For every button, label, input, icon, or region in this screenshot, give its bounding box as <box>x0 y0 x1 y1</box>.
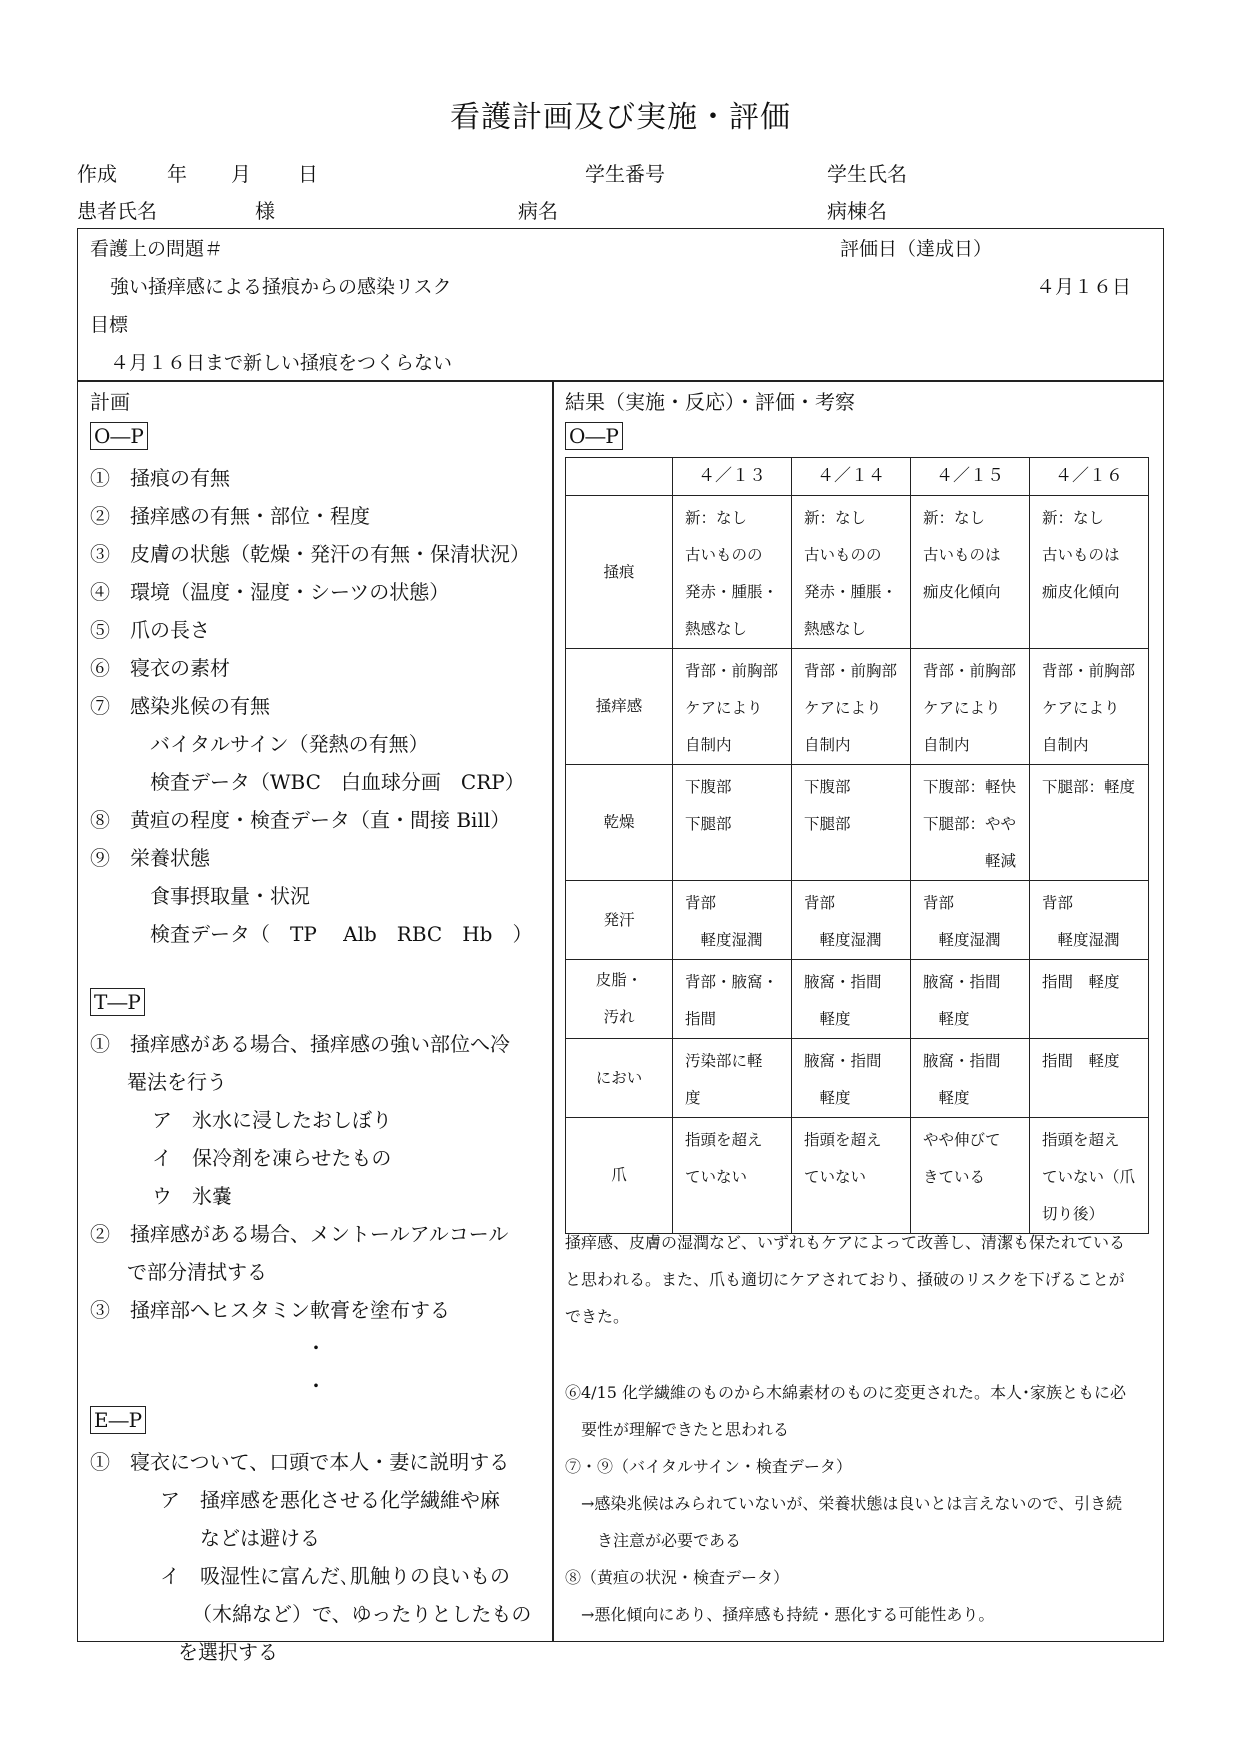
row-label: 発汗 <box>566 881 673 960</box>
note-line: →感染兆候はみられていないが、栄養状態は良いとは言えないので、引き続 <box>565 1494 1123 1513</box>
op-item: ⑤ 爪の長さ <box>90 618 210 642</box>
table-cell <box>1030 1118 1149 1234</box>
cell-text: 自制内 <box>923 736 970 754</box>
cell-text: 指間 軽度 <box>1042 973 1120 991</box>
ep-subitem: ア 掻痒感を悪化させる化学繊維や麻 <box>160 1488 500 1512</box>
ep-subitem-cont: （木綿など）で、ゆったりとしたもの <box>192 1602 532 1626</box>
cell-text: 下腹部 <box>804 778 851 796</box>
goal-text: ４月１６日まで新しい掻痕をつくらない <box>110 352 453 374</box>
eval-date-label: 評価日（達成日） <box>840 238 993 260</box>
table-cell <box>911 960 1030 1039</box>
cell-text: 背部 <box>804 894 836 912</box>
cell-text: 古いものの <box>804 546 882 564</box>
eval-date: ４月１６日 <box>1036 276 1132 298</box>
cell-text: 下腿部 <box>685 815 732 833</box>
cell-text: ていない <box>804 1168 867 1186</box>
year-label: 年 <box>167 162 187 186</box>
cell-text: 下腿部 <box>804 815 851 833</box>
op-subitem: 検査データ（ TP Alb RBC Hb ） <box>150 922 533 946</box>
table-cell <box>792 765 911 881</box>
cell-text: 背部・前胸部 <box>685 662 779 680</box>
cell-text: 自制内 <box>804 736 851 754</box>
cell-text: 自制内 <box>1042 736 1089 754</box>
table-cell <box>911 881 1030 960</box>
summary-line: と思われる。また、爪も適切にケアされており、掻破のリスクを下げることが <box>565 1270 1125 1289</box>
table-cell <box>1030 496 1149 649</box>
problem-text: 強い掻痒感による掻痕からの感染リスク <box>110 276 452 298</box>
table-cell <box>792 1118 911 1234</box>
table-cell <box>911 1039 1030 1118</box>
ward-label: 病棟名 <box>827 199 887 223</box>
date-header: ４／１３ <box>673 458 792 496</box>
result-heading: 結果（実施・反応）・評価・考察 <box>565 390 855 414</box>
cell-text: ていない <box>685 1168 748 1186</box>
op-item: ④ 環境（温度・湿度・シーツの状態） <box>90 580 450 604</box>
ep-subitem-cont: などは避ける <box>200 1526 320 1550</box>
result-summary <box>565 1224 1125 1335</box>
cell-text: ケアにより <box>685 699 763 717</box>
table-row <box>566 765 1149 881</box>
row-label: 皮脂・ 汚れ <box>566 960 673 1039</box>
table-cell <box>792 881 911 960</box>
problem-label: 看護上の問題＃ <box>90 238 224 260</box>
op-subitem: バイタルサイン（発熱の有無） <box>150 732 429 756</box>
cell-text: 下腹部 <box>685 778 732 796</box>
student-name-label: 学生氏名 <box>827 162 907 186</box>
cell-text: 発赤・腫脹・ <box>804 583 898 601</box>
table-cell <box>792 1039 911 1118</box>
tp-label: T―P <box>90 988 145 1016</box>
cell-text: 軽度 <box>923 1089 970 1107</box>
cell-text: 軽度湿潤 <box>685 931 763 949</box>
table-cell <box>911 1118 1030 1234</box>
cell-text: やや伸びて <box>923 1131 1001 1149</box>
cell-text: きている <box>923 1168 986 1186</box>
tp-item: ① 掻痒感がある場合、掻痒感の強い部位へ冷 <box>90 1032 510 1056</box>
note-line: 要性が理解できたと思われる <box>565 1420 790 1439</box>
page-title: 看護計画及び実施・評価 <box>450 100 791 135</box>
ellipsis-dot: ・ <box>306 1336 326 1360</box>
table-cell <box>792 960 911 1039</box>
cell-text: 下腹部：軽快 <box>923 778 1017 796</box>
op-item: ② 掻痒感の有無・部位・程度 <box>90 504 370 528</box>
table-row <box>566 496 1149 649</box>
student-number-label: 学生番号 <box>585 162 665 186</box>
cell-text: ケアにより <box>923 699 1001 717</box>
table-cell <box>1030 960 1149 1039</box>
created-label: 作成 <box>77 162 117 186</box>
cell-text: 背部・腋窩・ <box>685 973 779 991</box>
cell-text: 軽度湿潤 <box>1042 931 1120 949</box>
cell-text: 腋窩・指間 <box>804 1052 882 1070</box>
ep-item: ① 寝衣について、口頭で本人・妻に説明する <box>90 1450 510 1474</box>
op-item: ⑧ 黄疸の程度・検査データ（直・間接 Bill） <box>90 808 511 832</box>
tp-subitem: ウ 氷嚢 <box>152 1184 232 1208</box>
cell-text: 切り後） <box>1042 1205 1105 1223</box>
cell-text: 自制内 <box>685 736 732 754</box>
cell-text: 新：なし <box>804 509 867 527</box>
op-item: ① 掻痕の有無 <box>90 466 230 490</box>
cell-text: 背部・前胸部 <box>923 662 1017 680</box>
section-divider <box>77 380 1164 382</box>
row-label: 乾燥 <box>566 765 673 881</box>
table-row <box>566 649 1149 765</box>
cell-text: 軽減 <box>923 852 1017 870</box>
cell-text: 汚染部に軽 <box>685 1052 763 1070</box>
op-item: ③ 皮膚の状態（乾燥・発汗の有無・保清状況） <box>90 542 530 566</box>
cell-text: 発赤・腫脹・ <box>685 583 779 601</box>
cell-text: ていない（爪 <box>1042 1168 1136 1186</box>
cell-text: 背部 <box>923 894 955 912</box>
table-cell <box>673 1118 792 1234</box>
cell-text: 熱感なし <box>685 620 748 638</box>
cell-text: 軽度 <box>804 1089 851 1107</box>
cell-text: 軽度 <box>804 1010 851 1028</box>
summary-line: できた。 <box>565 1307 630 1326</box>
cell-text: 腋窩・指間 <box>923 973 1001 991</box>
cell-text: 腋窩・指間 <box>923 1052 1001 1070</box>
row-label: 爪 <box>566 1118 673 1234</box>
table-cell <box>673 765 792 881</box>
cell-text: 古いものは <box>923 546 1001 564</box>
row-label: 掻痕 <box>566 496 673 649</box>
cell-text: 痂皮化傾向 <box>1042 583 1120 601</box>
op-label: O―P <box>90 422 148 450</box>
cell-text: ケアにより <box>804 699 882 717</box>
note-line: ⑦・⑨（バイタルサイン・検査データ） <box>565 1457 852 1476</box>
ep-subitem-cont: を選択する <box>178 1640 278 1664</box>
table-header-row <box>566 458 1149 496</box>
table-cell <box>911 649 1030 765</box>
goal-label: 目標 <box>90 314 129 336</box>
ep-label: E―P <box>90 1406 146 1434</box>
table-cell <box>911 496 1030 649</box>
tp-item: ③ 掻痒部へヒスタミン軟膏を塗布する <box>90 1298 450 1322</box>
row-label: におい <box>566 1039 673 1118</box>
cell-text: 指頭を超え <box>1042 1131 1120 1149</box>
op-item: ⑨ 栄養状態 <box>90 846 210 870</box>
cell-text: 軽度 <box>923 1010 970 1028</box>
row-label: 掻痒感 <box>566 649 673 765</box>
note-line: →悪化傾向にあり、掻痒感も持続・悪化する可能性あり。 <box>565 1605 995 1624</box>
note-line: ⑥4/15 化学繊維のものから木綿素材のものに変更された。本人･家族ともに必 <box>565 1383 1127 1402</box>
note-line: ⑧（黄疸の状況・検査データ） <box>565 1568 790 1587</box>
op-subitem: 検査データ（WBC 白血球分画 CRP） <box>150 770 525 794</box>
table-row <box>566 1039 1149 1118</box>
table-cell <box>792 649 911 765</box>
table-cell <box>673 960 792 1039</box>
cell-text: 指頭を超え <box>804 1131 882 1149</box>
summary-line: 掻痒感、皮膚の湿潤など、いずれもケアによって改善し、清潔も保たれている <box>565 1233 1126 1252</box>
cell-text: 下腿部：やや <box>923 815 1017 833</box>
ep-subitem: イ 吸湿性に富んだ､肌触りの良いもの <box>160 1564 510 1588</box>
cell-text: 背部 <box>685 894 717 912</box>
table-cell <box>673 1039 792 1118</box>
result-notes <box>565 1374 1126 1633</box>
table-cell <box>1030 649 1149 765</box>
table-cell <box>1030 1039 1149 1118</box>
cell-text: 軽度湿潤 <box>923 931 1001 949</box>
cell-text: 熱感なし <box>804 620 867 638</box>
cell-text: ケアにより <box>1042 699 1120 717</box>
table-cell <box>911 765 1030 881</box>
tp-item-cont: で部分清拭する <box>127 1260 267 1284</box>
op-item: ⑥ 寝衣の素材 <box>90 656 230 680</box>
cell-text: 背部・前胸部 <box>804 662 898 680</box>
cell-text: 下腿部：軽度 <box>1042 778 1136 796</box>
plan-heading: 計画 <box>90 390 130 414</box>
cell-text: 古いものは <box>1042 546 1120 564</box>
date-header: ４／１４ <box>792 458 911 496</box>
table-cell <box>1030 881 1149 960</box>
ellipsis-dot: ・ <box>306 1374 326 1398</box>
date-header: ４／１６ <box>1030 458 1149 496</box>
cell-text: 痂皮化傾向 <box>923 583 1001 601</box>
disease-label: 病名 <box>518 199 558 223</box>
cell-text: 古いものの <box>685 546 763 564</box>
cell-text: 指間 <box>685 1010 717 1028</box>
table-cell <box>673 881 792 960</box>
day-label: 日 <box>298 162 318 186</box>
cell-text: 腋窩・指間 <box>804 973 882 991</box>
table-row <box>566 1118 1149 1234</box>
month-label: 月 <box>231 162 251 186</box>
result-op-label: O―P <box>565 422 623 450</box>
cell-text: 指間 軽度 <box>1042 1052 1120 1070</box>
table-row <box>566 881 1149 960</box>
table-row <box>566 960 1149 1039</box>
column-divider <box>552 380 554 1642</box>
cell-text: 背部・前胸部 <box>1042 662 1136 680</box>
sama-label: 様 <box>255 199 275 223</box>
table-cell <box>1030 765 1149 881</box>
observation-table <box>565 457 1149 1234</box>
cell-text: 指頭を超え <box>685 1131 763 1149</box>
op-subitem: 食事摂取量・状況 <box>150 884 310 908</box>
cell-text: 新：なし <box>685 509 748 527</box>
tp-subitem: イ 保冷剤を凍らせたもの <box>152 1146 392 1170</box>
date-header: ４／１５ <box>911 458 1030 496</box>
patient-name-label: 患者氏名 <box>77 199 157 223</box>
tp-item-cont: 罨法を行う <box>127 1070 227 1094</box>
tp-subitem: ア 氷水に浸したおしぼり <box>152 1108 392 1132</box>
cell-text: 新：なし <box>923 509 986 527</box>
note-line: き注意が必要である <box>565 1531 742 1550</box>
table-cell <box>673 496 792 649</box>
table-cell <box>792 496 911 649</box>
cell-text: 新：なし <box>1042 509 1105 527</box>
cell-text: 軽度湿潤 <box>804 931 882 949</box>
op-item: ⑦ 感染兆候の有無 <box>90 694 270 718</box>
cell-text: 度 <box>685 1089 701 1107</box>
tp-item: ② 掻痒感がある場合、メントールアルコール <box>90 1222 509 1246</box>
table-corner <box>566 458 673 496</box>
table-cell <box>673 649 792 765</box>
cell-text: 背部 <box>1042 894 1074 912</box>
